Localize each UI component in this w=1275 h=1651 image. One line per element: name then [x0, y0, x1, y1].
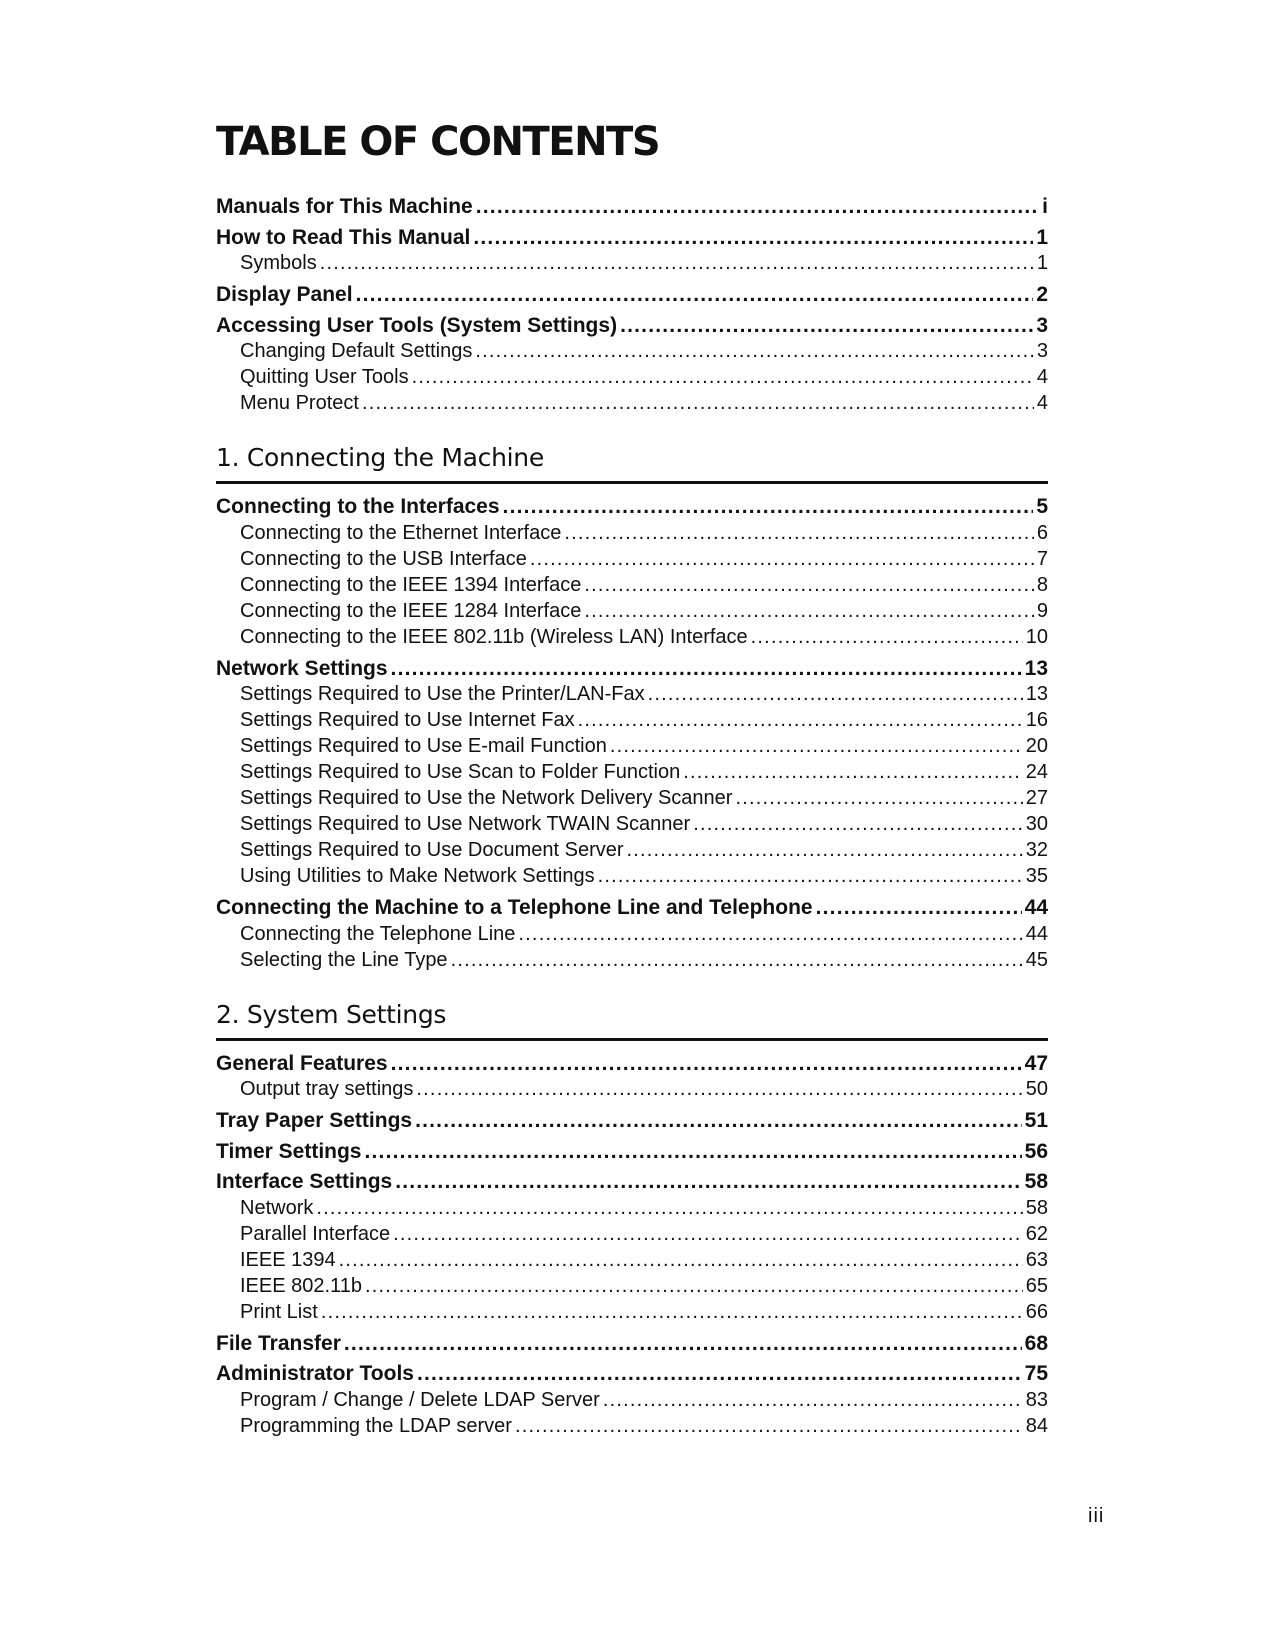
- dot-leader: [473, 223, 1033, 254]
- toc-entry-label: How to Read This Manual: [216, 225, 471, 249]
- front-matter-list: [216, 192, 1048, 416]
- toc-entry-page: 62: [1025, 1222, 1048, 1245]
- toc-entry-page: 35: [1025, 865, 1048, 887]
- toc-entry-label: General Features: [216, 1051, 388, 1075]
- toc-entry-page: 30: [1025, 813, 1048, 835]
- dot-leader: [412, 364, 1034, 390]
- toc-subsection-entry[interactable]: [216, 1221, 1048, 1247]
- toc-entry-page: 4: [1036, 366, 1048, 388]
- toc-entry-label: Settings Required to Use Internet Fax: [240, 709, 575, 731]
- toc-entry-label: Settings Required to Use Scan to Folder Function: [240, 761, 681, 783]
- toc-entry-label: Connecting to the IEEE 1394 Interface: [240, 573, 582, 596]
- dot-leader: [564, 520, 1034, 546]
- toc-entry-page: 13: [1024, 656, 1048, 680]
- dot-leader: [620, 311, 1033, 342]
- toc-subsection-entry[interactable]: [216, 1247, 1048, 1273]
- toc-entry-page: 10: [1025, 625, 1048, 648]
- chapter-heading[interactable]: 2. System Settings: [216, 999, 1048, 1041]
- toc-entry-page: 6: [1036, 521, 1048, 544]
- toc-entry-label: Manuals for This Machine: [216, 195, 473, 218]
- toc-entry-page: 75: [1024, 1362, 1048, 1385]
- toc-subsection-entry[interactable]: [216, 598, 1048, 624]
- dot-leader: [683, 759, 1023, 785]
- toc-section-entry[interactable]: [216, 893, 1048, 924]
- toc-subsection-entry[interactable]: [216, 811, 1048, 837]
- dot-leader: [627, 837, 1023, 863]
- toc-entry-page: i: [1042, 195, 1048, 218]
- toc-entry-label: Selecting the Line Type: [240, 948, 448, 971]
- dot-leader: [693, 811, 1023, 837]
- toc-subsection-entry[interactable]: [216, 624, 1048, 650]
- dot-leader: [364, 1137, 1021, 1168]
- toc-entry-page: 45: [1025, 948, 1048, 971]
- toc-entry-page: 5: [1036, 495, 1048, 518]
- dot-leader: [320, 250, 1034, 276]
- toc-section-entry[interactable]: [216, 192, 1048, 223]
- dot-leader: [391, 1049, 1022, 1080]
- toc-entry-page: 63: [1025, 1248, 1048, 1271]
- toc-entry-page: 44: [1024, 896, 1048, 919]
- toc-entry-page: 3: [1036, 313, 1048, 337]
- toc-entry-page: 58: [1024, 1170, 1048, 1193]
- toc-entry-page: 84: [1025, 1414, 1048, 1437]
- chapter-list: [216, 442, 1048, 1439]
- toc-entry-label: Output tray settings: [240, 1078, 414, 1100]
- toc-subsection-entry[interactable]: [216, 1076, 1048, 1102]
- toc-section-entry[interactable]: [216, 1329, 1048, 1360]
- toc-entry-label: Menu Protect: [240, 392, 359, 414]
- toc-entry-label: File Transfer: [216, 1331, 341, 1355]
- toc-entry-label: Changing Default Settings: [240, 340, 473, 362]
- toc-section-entry[interactable]: [216, 1137, 1048, 1168]
- chapter-section: [216, 999, 1048, 1439]
- toc-entry-page: 1: [1036, 252, 1048, 274]
- toc-entry-page: 24: [1025, 761, 1048, 783]
- toc-subsection-entry[interactable]: [216, 1413, 1048, 1439]
- toc-subsection-entry[interactable]: [216, 707, 1048, 733]
- toc-entry-label: Connecting to the Ethernet Interface: [240, 521, 562, 544]
- toc-entry-label: Connecting to the IEEE 802.11b (Wireless LAN) Interface: [240, 625, 748, 648]
- toc-subsection-entry[interactable]: [216, 921, 1048, 947]
- toc-subsection-entry[interactable]: [216, 1299, 1048, 1325]
- toc-section-entry[interactable]: [216, 1049, 1048, 1080]
- toc-entry-label: Parallel Interface: [240, 1222, 391, 1245]
- toc-subsection-entry[interactable]: [216, 520, 1048, 546]
- toc-entry-label: Print List: [240, 1300, 318, 1323]
- dot-leader: [584, 598, 1034, 624]
- toc-entry-page: 83: [1025, 1388, 1048, 1411]
- dot-leader: [503, 492, 1034, 523]
- toc-entry-label: Connecting the Machine to a Telephone Line and Telephone: [216, 896, 813, 919]
- toc-entry-label: Symbols: [240, 252, 317, 274]
- toc-entry-label: Display Panel: [216, 283, 353, 306]
- toc-entry-label: Program / Change / Delete LDAP Server: [240, 1388, 600, 1411]
- toc-entry-page: 44: [1025, 922, 1048, 945]
- page-title: TABLE OF CONTENTS: [216, 119, 660, 165]
- toc-entry-page: 4: [1036, 392, 1048, 414]
- toc-subsection-entry[interactable]: [216, 546, 1048, 572]
- toc-entry-label: Timer Settings: [216, 1139, 362, 1163]
- toc-entry-page: 65: [1025, 1274, 1048, 1297]
- dot-leader: [391, 654, 1022, 685]
- toc-section-entry[interactable]: [216, 1167, 1048, 1198]
- toc-entry-label: Settings Required to Use Network TWAIN Scanner: [240, 813, 691, 835]
- dot-leader: [610, 733, 1023, 759]
- toc-entry-label: IEEE 802.11b: [240, 1274, 362, 1297]
- dot-leader: [395, 1167, 1021, 1198]
- toc-subsection-entry[interactable]: [216, 364, 1048, 390]
- toc-entry-label: Connecting to the USB Interface: [240, 547, 527, 570]
- dot-leader: [584, 572, 1034, 598]
- dot-leader: [475, 338, 1034, 364]
- dot-leader: [416, 1076, 1022, 1102]
- page-number: iii: [1088, 1505, 1105, 1527]
- toc-entry-label: Tray Paper Settings: [216, 1109, 413, 1132]
- toc-subsection-entry[interactable]: [216, 250, 1048, 276]
- toc-entry-page: 8: [1036, 573, 1048, 596]
- toc-entry-label: IEEE 1394: [240, 1248, 336, 1271]
- toc-subsection-entry[interactable]: [216, 759, 1048, 785]
- toc-section-entry[interactable]: [216, 1359, 1048, 1390]
- toc-entry-page: 9: [1036, 599, 1048, 622]
- toc-entry-page: 20: [1025, 735, 1048, 757]
- dot-leader: [344, 1329, 1022, 1360]
- toc-entry-label: Connecting to the Interfaces: [216, 495, 500, 518]
- toc-entry-page: 27: [1025, 787, 1048, 809]
- dot-leader: [451, 947, 1023, 973]
- toc-entry-page: 66: [1025, 1300, 1048, 1323]
- dot-leader: [365, 1273, 1023, 1299]
- dot-leader: [362, 390, 1034, 416]
- toc-entry-page: 13: [1025, 683, 1048, 705]
- toc-entry-label: Settings Required to Use E-mail Function: [240, 735, 607, 757]
- toc-entry-page: 47: [1024, 1051, 1048, 1075]
- dot-leader: [417, 1359, 1022, 1390]
- toc-entry-page: 16: [1025, 709, 1048, 731]
- toc-subsection-entry[interactable]: [216, 681, 1048, 707]
- toc-entry-label: Using Utilities to Make Network Settings: [240, 865, 595, 887]
- toc-section-entry[interactable]: [216, 492, 1048, 523]
- toc-entry-label: Programming the LDAP server: [240, 1414, 512, 1437]
- dot-leader: [356, 280, 1034, 311]
- toc-entry-page: 2: [1036, 283, 1048, 306]
- toc-subsection-entry[interactable]: [216, 1387, 1048, 1413]
- toc-subsection-entry[interactable]: [216, 733, 1048, 759]
- toc-entry-page: 58: [1025, 1196, 1048, 1219]
- toc-entry-page: 32: [1025, 839, 1048, 861]
- toc-section-entry[interactable]: [216, 280, 1048, 311]
- toc-content: [216, 192, 1048, 1439]
- dot-leader: [598, 863, 1023, 889]
- toc-entry-label: Connecting to the IEEE 1284 Interface: [240, 599, 582, 622]
- toc-entry-page: 1: [1036, 225, 1048, 249]
- dot-leader: [603, 1387, 1023, 1413]
- toc-section-entry[interactable]: [216, 223, 1048, 254]
- toc-subsection-entry[interactable]: [216, 863, 1048, 889]
- toc-entry-label: Connecting the Telephone Line: [240, 922, 516, 945]
- toc-entry-label: Network Settings: [216, 656, 388, 680]
- dot-leader: [518, 921, 1022, 947]
- toc-subsection-entry[interactable]: [216, 785, 1048, 811]
- toc-entry-label: Quitting User Tools: [240, 366, 409, 388]
- dot-leader: [530, 546, 1034, 572]
- toc-entry-page: 3: [1036, 340, 1048, 362]
- toc-section-entry[interactable]: [216, 1106, 1048, 1137]
- toc-entry-page: 56: [1024, 1139, 1048, 1163]
- toc-entry-label: Network: [240, 1196, 314, 1219]
- toc-entry-page: 68: [1024, 1331, 1048, 1355]
- toc-entry-label: Administrator Tools: [216, 1362, 414, 1385]
- toc-subsection-entry[interactable]: [216, 390, 1048, 416]
- dot-leader: [393, 1221, 1023, 1247]
- toc-entry-label: Settings Required to Use Document Server: [240, 839, 624, 861]
- toc-entry-label: Accessing User Tools (System Settings): [216, 313, 618, 337]
- dot-leader: [415, 1106, 1022, 1137]
- chapter-section: [216, 442, 1048, 973]
- dot-leader: [321, 1299, 1023, 1325]
- dot-leader: [578, 707, 1023, 733]
- dot-leader: [476, 192, 1039, 223]
- toc-section-entry[interactable]: [216, 311, 1048, 342]
- toc-subsection-entry[interactable]: [216, 1195, 1048, 1221]
- dot-leader: [316, 1195, 1022, 1221]
- toc-entry-label: Interface Settings: [216, 1170, 393, 1193]
- toc-entry-page: 51: [1024, 1109, 1048, 1132]
- toc-entry-page: 50: [1025, 1078, 1048, 1100]
- toc-subsection-entry[interactable]: [216, 572, 1048, 598]
- toc-entry-page: 7: [1036, 547, 1048, 570]
- dot-leader: [816, 893, 1022, 924]
- dot-leader: [515, 1413, 1023, 1439]
- toc-section-entry[interactable]: [216, 654, 1048, 685]
- toc-entry-label: Settings Required to Use the Printer/LAN-Fax: [240, 683, 645, 705]
- toc-subsection-entry[interactable]: [216, 338, 1048, 364]
- toc-subsection-entry[interactable]: [216, 1273, 1048, 1299]
- dot-leader: [751, 624, 1023, 650]
- dot-leader: [735, 785, 1022, 811]
- chapter-heading[interactable]: 1. Connecting the Machine: [216, 442, 1048, 484]
- toc-subsection-entry[interactable]: [216, 837, 1048, 863]
- toc-subsection-entry[interactable]: [216, 947, 1048, 973]
- dot-leader: [339, 1247, 1023, 1273]
- dot-leader: [648, 681, 1023, 707]
- toc-entry-label: Settings Required to Use the Network Delivery Scanner: [240, 787, 733, 809]
